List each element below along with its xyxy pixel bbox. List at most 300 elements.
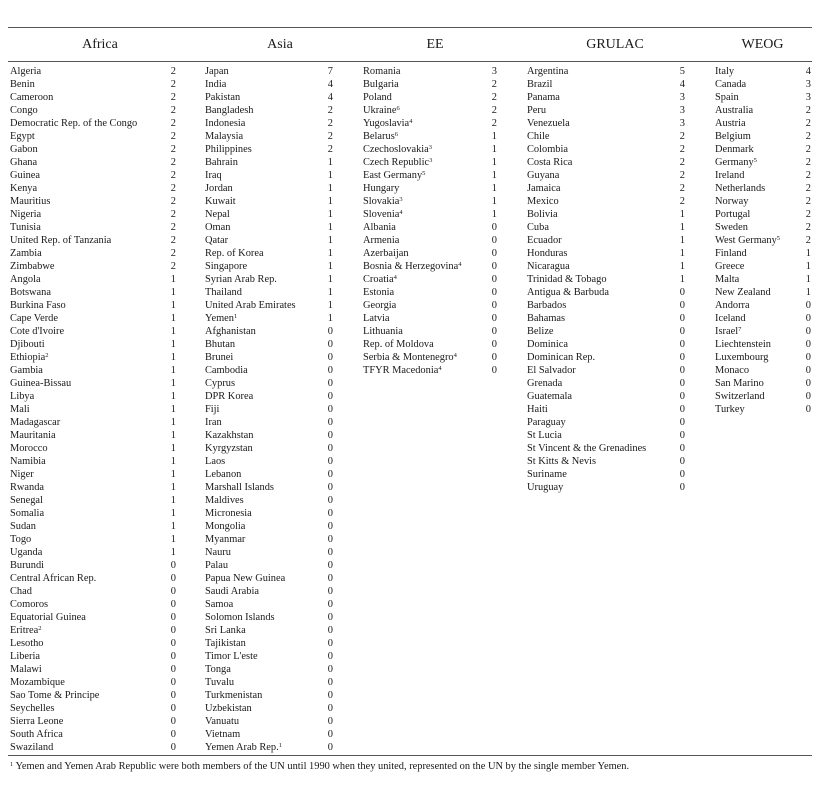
country-name [205, 611, 275, 624]
country-name [205, 130, 243, 143]
count-value: 0 [170, 742, 176, 753]
country-name [715, 195, 748, 208]
table-row [205, 156, 333, 169]
table-row [10, 143, 176, 156]
country-name [363, 156, 432, 169]
country-name [10, 273, 41, 286]
count-value: 1 [327, 287, 333, 298]
table-row [205, 546, 333, 559]
table-row [205, 429, 333, 442]
country-name [363, 338, 434, 351]
country-name [205, 65, 229, 78]
country-name-text: Myanmar [205, 534, 246, 545]
table-row [527, 78, 685, 91]
country-name [205, 247, 264, 260]
table-row [527, 273, 685, 286]
table-row [527, 247, 685, 260]
country-name [205, 260, 247, 273]
country-name [205, 650, 258, 663]
country-name [10, 208, 41, 221]
table-row [10, 338, 176, 351]
table-row [10, 546, 176, 559]
country-name-text: Nigeria [10, 209, 42, 220]
table-row [205, 312, 333, 325]
table-row [10, 663, 176, 676]
country-name-text: Laos [205, 456, 226, 467]
table-row [527, 208, 685, 221]
country-name-text: Rep. of Korea [205, 248, 264, 259]
table-row [527, 91, 685, 104]
count-value: 0 [679, 313, 685, 324]
table-row [10, 637, 176, 650]
country-name-text: Mali [10, 404, 30, 415]
country-name [527, 273, 607, 286]
country-name [527, 429, 562, 442]
count-value: 0 [491, 352, 497, 363]
country-name [715, 130, 751, 143]
country-name-text: Slovakia [363, 196, 400, 207]
country-name-text: Senegal [10, 495, 43, 506]
country-name-text: Kenya [10, 183, 38, 194]
table-row [715, 403, 811, 416]
count-value: 1 [170, 300, 176, 311]
count-value: 3 [679, 105, 685, 116]
table-row [10, 572, 176, 585]
country-name [715, 104, 753, 117]
table-row [715, 260, 811, 273]
country-name-text: Denmark [715, 144, 754, 155]
count-value: 0 [491, 235, 497, 246]
country-name [527, 442, 646, 455]
country-name-text: Liberia [10, 651, 40, 662]
count-value: 1 [170, 443, 176, 454]
count-value: 2 [327, 105, 333, 116]
country-name [527, 130, 550, 143]
country-name-text: Palau [205, 560, 229, 571]
count-value: 0 [805, 391, 811, 402]
country-name-text: Maldives [205, 495, 244, 506]
table-row [10, 65, 176, 78]
table-row [10, 208, 176, 221]
table-row [10, 624, 176, 637]
table-row [363, 351, 497, 364]
count-value: 1 [805, 274, 811, 285]
table-row [715, 286, 811, 299]
country-name-text: Cameroon [10, 92, 54, 103]
country-name-text: Thailand [205, 287, 242, 298]
country-name-text: Turkey [715, 404, 745, 415]
country-name [205, 559, 228, 572]
country-name [715, 286, 771, 299]
table-row [205, 221, 333, 234]
table-row [527, 468, 685, 481]
country-name-text: Djibouti [10, 339, 45, 350]
table-row [715, 104, 811, 117]
count-value: 0 [170, 664, 176, 675]
table-row [205, 273, 333, 286]
country-name [205, 455, 225, 468]
country-name-text: Sri Lanka [205, 625, 246, 636]
country-name-text: South Africa [10, 729, 63, 740]
country-name [10, 117, 137, 130]
table-row [205, 234, 333, 247]
country-name [363, 65, 401, 78]
country-name-text: Australia [715, 105, 754, 116]
country-name [205, 234, 228, 247]
country-name-text: Pakistan [205, 92, 241, 103]
footnote [10, 760, 629, 773]
count-value: 0 [491, 287, 497, 298]
count-value: 1 [170, 521, 176, 532]
country-name [10, 637, 43, 650]
country-name [10, 676, 65, 689]
count-value: 2 [679, 183, 685, 194]
country-name [205, 104, 253, 117]
country-name-text: Democratic Rep. of the Congo [10, 118, 138, 129]
count-value: 1 [170, 469, 176, 480]
country-name-text: East Germany [363, 170, 423, 181]
count-value: 0 [679, 469, 685, 480]
country-name-text: Bahrain [205, 157, 238, 168]
country-name-text: Libya [10, 391, 35, 402]
table-row [205, 260, 333, 273]
country-name [363, 247, 409, 260]
table-row [205, 442, 333, 455]
country-name-text: Tajikistan [205, 638, 246, 649]
count-value: 0 [679, 456, 685, 467]
table-row [10, 377, 176, 390]
table-row [527, 364, 685, 377]
count-value: 2 [679, 157, 685, 168]
count-value: 2 [805, 235, 811, 246]
country-name [363, 221, 396, 234]
country-name-text: Qatar [205, 235, 229, 246]
country-name-text: Guyana [527, 170, 560, 181]
country-name [205, 286, 242, 299]
table-row [205, 728, 333, 741]
count-value: 0 [679, 443, 685, 454]
country-name-text: Iceland [715, 313, 746, 324]
country-name [205, 78, 226, 91]
country-name-text: Nicaragua [527, 261, 570, 272]
footnote-ref: 6 [394, 131, 398, 138]
footnote-ref: 4 [409, 118, 413, 125]
count-value: 1 [170, 287, 176, 298]
country-name-text: Colombia [527, 144, 568, 155]
table-row [10, 598, 176, 611]
table-row [10, 78, 176, 91]
count-value: 2 [170, 105, 176, 116]
table-row [205, 572, 333, 585]
count-value: 2 [327, 118, 333, 129]
country-name-text: Guinea [10, 170, 41, 181]
count-value: 2 [805, 170, 811, 181]
country-name [10, 182, 37, 195]
table-row [715, 156, 811, 169]
country-name-text: United Rep. of Tanzania [10, 235, 112, 246]
country-name-text: Fiji [205, 404, 220, 415]
table-row [205, 598, 333, 611]
table-row [715, 195, 811, 208]
country-name [10, 520, 36, 533]
country-name [205, 377, 235, 390]
table-row [715, 169, 811, 182]
count-value: 1 [170, 547, 176, 558]
country-name-text: Tuvalu [205, 677, 235, 688]
count-value: 0 [491, 222, 497, 233]
country-name [205, 741, 282, 754]
table-row [205, 208, 333, 221]
country-name-text: Norway [715, 196, 749, 207]
table-row [527, 338, 685, 351]
table-row [10, 273, 176, 286]
count-value: 1 [679, 248, 685, 259]
count-value: 0 [679, 287, 685, 298]
table-row [10, 416, 176, 429]
country-name-text: Saudi Arabia [205, 586, 259, 597]
country-name [715, 338, 771, 351]
country-name-text: Mauritius [10, 196, 51, 207]
country-name [205, 728, 240, 741]
count-value: 0 [679, 430, 685, 441]
country-name-text: Tunisia [10, 222, 41, 233]
top-rule [8, 27, 812, 28]
country-name-text: Bahamas [527, 313, 566, 324]
count-value: 0 [327, 443, 333, 454]
table-row [205, 624, 333, 637]
country-name-text: Ukraine [363, 105, 397, 116]
country-name [363, 208, 403, 221]
count-value: 4 [805, 66, 811, 77]
footnote-mark: 1 [10, 761, 14, 768]
table-row [10, 130, 176, 143]
country-name-text: Greece [715, 261, 745, 272]
count-value: 0 [805, 378, 811, 389]
country-name [10, 338, 45, 351]
country-name [205, 273, 277, 286]
count-value: 0 [491, 261, 497, 272]
country-name [10, 364, 43, 377]
table-row [205, 611, 333, 624]
footnote-ref: 6 [396, 105, 400, 112]
count-value: 3 [491, 66, 497, 77]
country-name-text: Portugal [715, 209, 751, 220]
table-row [10, 247, 176, 260]
footnote-ref: 4 [458, 261, 462, 268]
country-name-text: Mongolia [205, 521, 246, 532]
country-name [10, 351, 48, 364]
count-value: 0 [327, 339, 333, 350]
table-row [715, 130, 811, 143]
count-value: 1 [327, 222, 333, 233]
table-row [715, 377, 811, 390]
country-name-text: Ecuador [527, 235, 562, 246]
country-name [527, 390, 572, 403]
count-value: 2 [170, 79, 176, 90]
count-value: 1 [170, 378, 176, 389]
country-name [363, 260, 461, 273]
country-name [10, 559, 44, 572]
count-value: 0 [170, 560, 176, 571]
country-name-text: Czech Republic [363, 157, 430, 168]
country-name [205, 338, 235, 351]
table-row [363, 156, 497, 169]
table-row [363, 286, 497, 299]
country-name-text: Seychelles [10, 703, 55, 714]
count-value: 1 [679, 274, 685, 285]
table-row [205, 650, 333, 663]
country-name-text: Haiti [527, 404, 548, 415]
table-row [205, 676, 333, 689]
country-name [715, 403, 745, 416]
country-name [205, 702, 252, 715]
table-row [205, 533, 333, 546]
table-row [205, 130, 333, 143]
country-name-text: San Marino [715, 378, 764, 389]
count-value: 0 [679, 404, 685, 415]
count-value: 2 [170, 92, 176, 103]
country-name [10, 91, 53, 104]
country-name [715, 390, 765, 403]
table-row [715, 247, 811, 260]
count-value: 3 [679, 92, 685, 103]
country-name-text: TFYR Macedonia [363, 365, 439, 376]
count-value: 2 [679, 144, 685, 155]
footnote-ref: 5 [422, 170, 426, 177]
table-row [10, 481, 176, 494]
country-name-text: Serbia & Montenegro [363, 352, 454, 363]
table-row [205, 286, 333, 299]
table-row [363, 182, 497, 195]
table-row [10, 156, 176, 169]
table-row [10, 728, 176, 741]
country-name [205, 208, 230, 221]
country-name-text: Venezuela [527, 118, 570, 129]
table-row [527, 156, 685, 169]
footnote-ref: 2 [45, 352, 49, 359]
country-name-text: Nauru [205, 547, 231, 558]
country-name [205, 156, 238, 169]
country-name-text: Gabon [10, 144, 38, 155]
country-name-text: Papua New Guinea [205, 573, 286, 584]
count-value: 2 [805, 157, 811, 168]
country-name [10, 728, 63, 741]
country-name [10, 741, 53, 754]
country-name [10, 481, 44, 494]
country-name [10, 650, 40, 663]
country-name-text: Yemen Arab Rep. [205, 742, 279, 753]
country-name [10, 195, 50, 208]
country-name [715, 143, 754, 156]
table-row [363, 208, 497, 221]
count-value: 1 [170, 456, 176, 467]
count-value: 0 [327, 573, 333, 584]
count-value: 1 [170, 417, 176, 428]
table-row [527, 325, 685, 338]
country-name-text: Hungary [363, 183, 400, 194]
table-row [10, 169, 176, 182]
count-value: 1 [491, 157, 497, 168]
country-name-text: New Zealand [715, 287, 771, 298]
country-name-text: Liechtenstein [715, 339, 771, 350]
country-name-text: Jordan [205, 183, 233, 194]
table-row [205, 585, 333, 598]
table-row [363, 299, 497, 312]
country-name-text: Micronesia [205, 508, 252, 519]
country-name-text: Yugoslavia [363, 118, 410, 129]
country-name-text: Estonia [363, 287, 395, 298]
footnote-ref: 4 [453, 352, 457, 359]
country-name [10, 234, 111, 247]
country-name [205, 429, 253, 442]
country-name [205, 481, 274, 494]
table-row [363, 104, 497, 117]
country-name-text: Israel [715, 326, 739, 337]
count-value: 2 [491, 118, 497, 129]
country-name-text: Ireland [715, 170, 745, 181]
count-value: 1 [805, 287, 811, 298]
count-value: 0 [491, 313, 497, 324]
count-value: 2 [805, 196, 811, 207]
count-value: 2 [805, 209, 811, 220]
table-row [205, 520, 333, 533]
table-row [527, 65, 685, 78]
country-name [527, 91, 560, 104]
table-row [527, 104, 685, 117]
country-name-text: Swaziland [10, 742, 54, 753]
table-row [205, 637, 333, 650]
count-value: 2 [491, 92, 497, 103]
country-name [527, 403, 548, 416]
count-value: 0 [170, 625, 176, 636]
country-name [205, 442, 253, 455]
country-name-text: Chile [527, 131, 550, 142]
table-row [527, 117, 685, 130]
country-name-text: Kyrgyzstan [205, 443, 253, 454]
count-value: 2 [327, 131, 333, 142]
table-row [527, 377, 685, 390]
count-value: 0 [170, 703, 176, 714]
country-name [205, 598, 233, 611]
country-name-text: Rep. of Moldova [363, 339, 434, 350]
count-value: 0 [679, 482, 685, 493]
table-row [527, 260, 685, 273]
country-name-text: Cambodia [205, 365, 248, 376]
table-row [363, 78, 497, 91]
country-name [10, 429, 56, 442]
country-name [205, 637, 246, 650]
count-value: 2 [170, 144, 176, 155]
country-name-text: Brunei [205, 352, 234, 363]
country-name [527, 377, 562, 390]
country-name-text: Chad [10, 586, 32, 597]
country-name-text: Brazil [527, 79, 553, 90]
country-name-text: Japan [205, 66, 229, 77]
country-name [527, 143, 568, 156]
country-name-text: Slovenia [363, 209, 400, 220]
table-row [205, 481, 333, 494]
country-name-text: Bolivia [527, 209, 558, 220]
table-row [10, 689, 176, 702]
table-row [527, 299, 685, 312]
table-row [205, 182, 333, 195]
column-grulac [527, 65, 685, 494]
country-name-text: Mozambique [10, 677, 65, 688]
country-name [10, 663, 42, 676]
count-value: 2 [170, 222, 176, 233]
country-name [205, 585, 259, 598]
count-value: 0 [491, 365, 497, 376]
